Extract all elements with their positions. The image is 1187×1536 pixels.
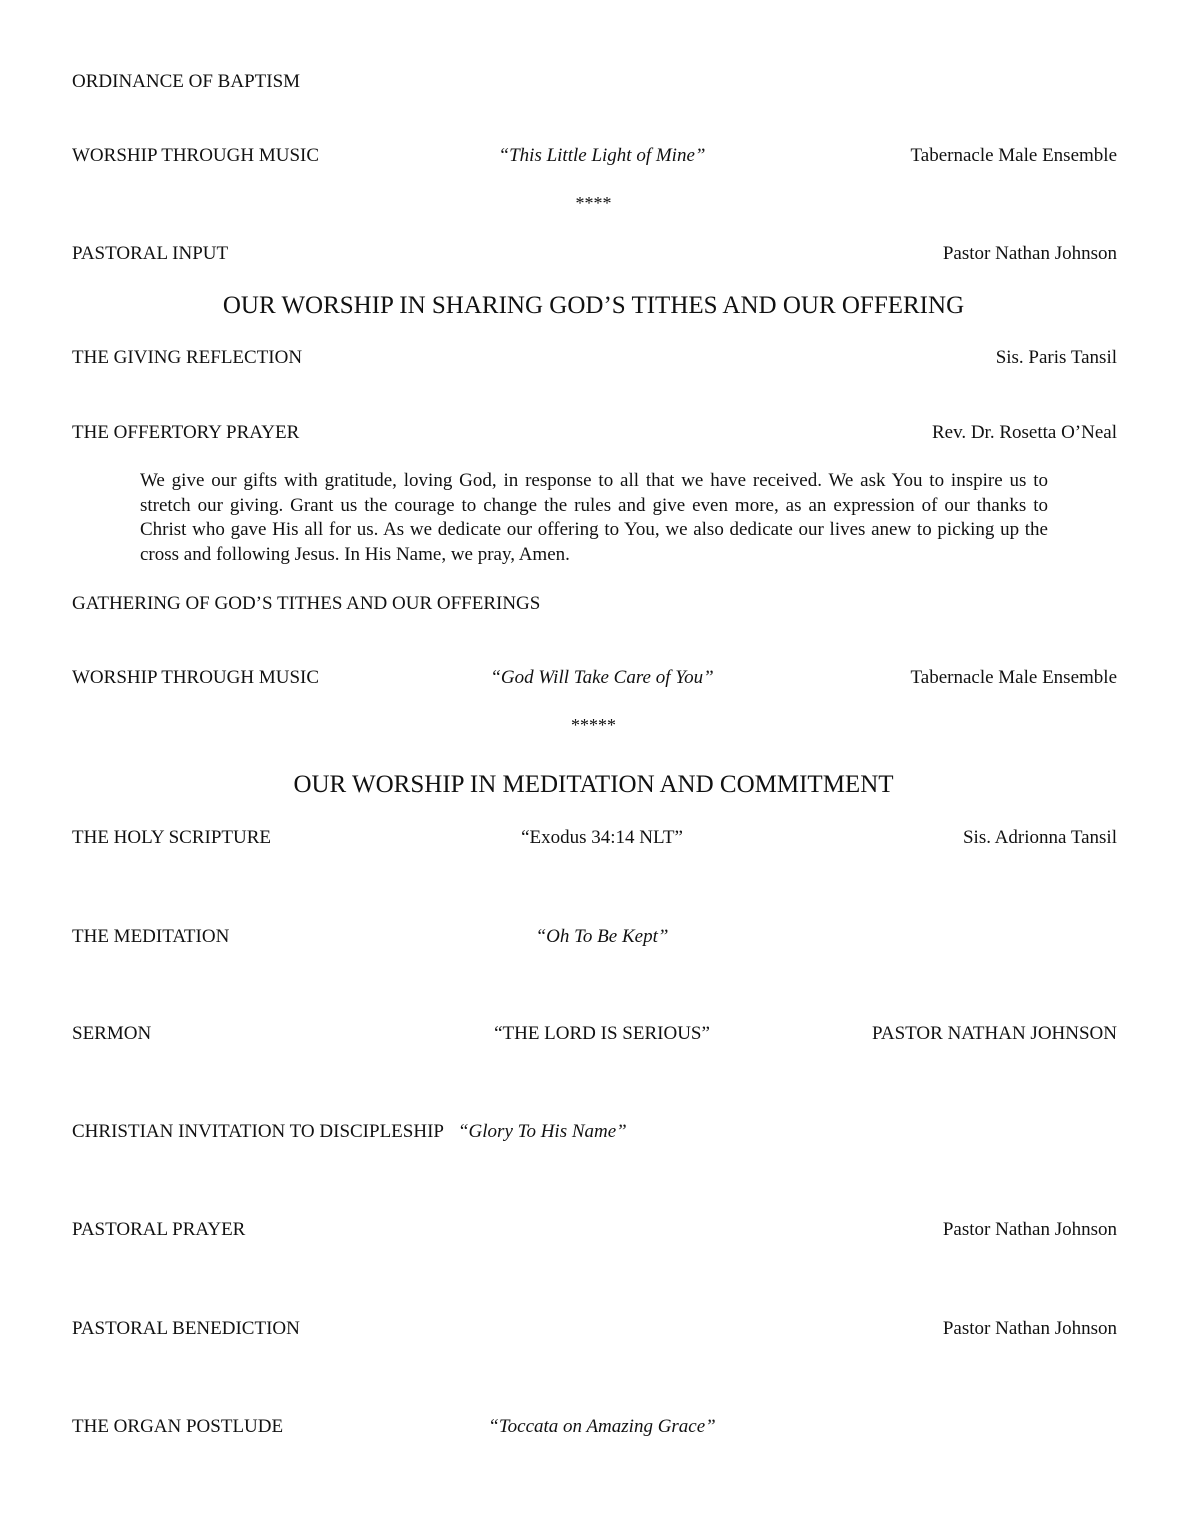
- item-label: THE HOLY SCRIPTURE: [72, 827, 272, 848]
- item-leader: Pastor Nathan Johnson: [942, 243, 1117, 264]
- item-leader: Tabernacle Male Ensemble: [910, 667, 1117, 688]
- item-leader: Sis. Adrionna Tansil: [962, 827, 1117, 848]
- item-label: THE MEDITATION: [72, 926, 230, 947]
- item-label: THE GIVING REFLECTION: [72, 347, 303, 368]
- item-label: SERMON: [72, 1023, 152, 1044]
- item-title: “This Little Light of Mine”: [498, 145, 706, 166]
- item-title: “Oh To Be Kept”: [535, 926, 669, 947]
- program-item-sermon: [72, 1020, 1117, 1048]
- item-label: PASTORAL PRAYER: [72, 1219, 246, 1240]
- item-label: ORDINANCE OF BAPTISM: [72, 71, 301, 92]
- program-item-offertory-prayer: [72, 419, 1117, 447]
- item-leader: Tabernacle Male Ensemble: [910, 145, 1117, 166]
- program-item-pastoral-input: [72, 240, 1117, 268]
- item-title: “THE LORD IS SERIOUS”: [494, 1023, 710, 1044]
- item-label: THE OFFERTORY PRAYER: [72, 422, 300, 443]
- item-leader: Sis. Paris Tansil: [995, 347, 1117, 368]
- program-item-gathering: [72, 590, 1117, 618]
- program-item-pastoral-prayer: [72, 1216, 1117, 1244]
- item-label: PASTORAL BENEDICTION: [72, 1318, 300, 1339]
- item-label: THE ORGAN POSTLUDE: [72, 1416, 284, 1437]
- item-leader: Pastor Nathan Johnson: [942, 1318, 1117, 1339]
- item-label: PASTORAL INPUT: [72, 243, 229, 264]
- item-leader: Pastor Nathan Johnson: [942, 1219, 1117, 1240]
- program-item-postlude: [72, 1413, 1117, 1441]
- program-item-invitation: [72, 1118, 1117, 1146]
- item-label-with-title: [72, 1118, 627, 1146]
- item-title: “Glory To His Name”: [457, 1121, 627, 1142]
- item-leader: Rev. Dr. Rosetta O’Neal: [931, 422, 1117, 443]
- section-heading-meditation: OUR WORSHIP IN MEDITATION AND COMMITMENT: [293, 771, 894, 798]
- item-leader: PASTOR NATHAN JOHNSON: [872, 1023, 1117, 1044]
- item-title: “God Will Take Care of You”: [490, 667, 714, 688]
- section-heading-tithes: OUR WORSHIP IN SHARING GOD’S TITHES AND OUR OFFERING: [222, 292, 965, 319]
- program-item-music-2: [72, 664, 1117, 692]
- item-label: WORSHIP THROUGH MUSIC: [72, 667, 320, 688]
- item-title: “Toccata on Amazing Grace”: [488, 1416, 716, 1437]
- program-item-giving-reflection: [72, 344, 1117, 372]
- section-divider-stars: ****: [575, 193, 612, 213]
- program-item-baptism: [72, 68, 1117, 96]
- program-item-music-1: [72, 142, 1117, 170]
- item-label: WORSHIP THROUGH MUSIC: [72, 145, 320, 166]
- program-item-scripture: [72, 824, 1117, 852]
- program-item-meditation: [72, 923, 1117, 951]
- section-divider-stars: *****: [571, 715, 616, 735]
- offertory-prayer-text: We give our gifts with gratitude, loving God, in response to all that we have received. We ask You to inspire us to stretch our giving. Grant us the courage to change the rules and give even more, as an expression of our thanks to Christ who gave His all for us. As we dedicate our offering to You, we also dedicate our lives anew to picking up the cross and following Jesus. In His Name, we pray, Amen.: [140, 470, 1048, 565]
- item-title: “Exodus 34:14 NLT”: [521, 827, 683, 848]
- item-label: GATHERING OF GOD’S TITHES AND OUR OFFERINGS: [72, 593, 541, 614]
- item-label: CHRISTIAN INVITATION TO DISCIPLESHIP: [72, 1121, 444, 1142]
- program-item-benediction: [72, 1315, 1117, 1343]
